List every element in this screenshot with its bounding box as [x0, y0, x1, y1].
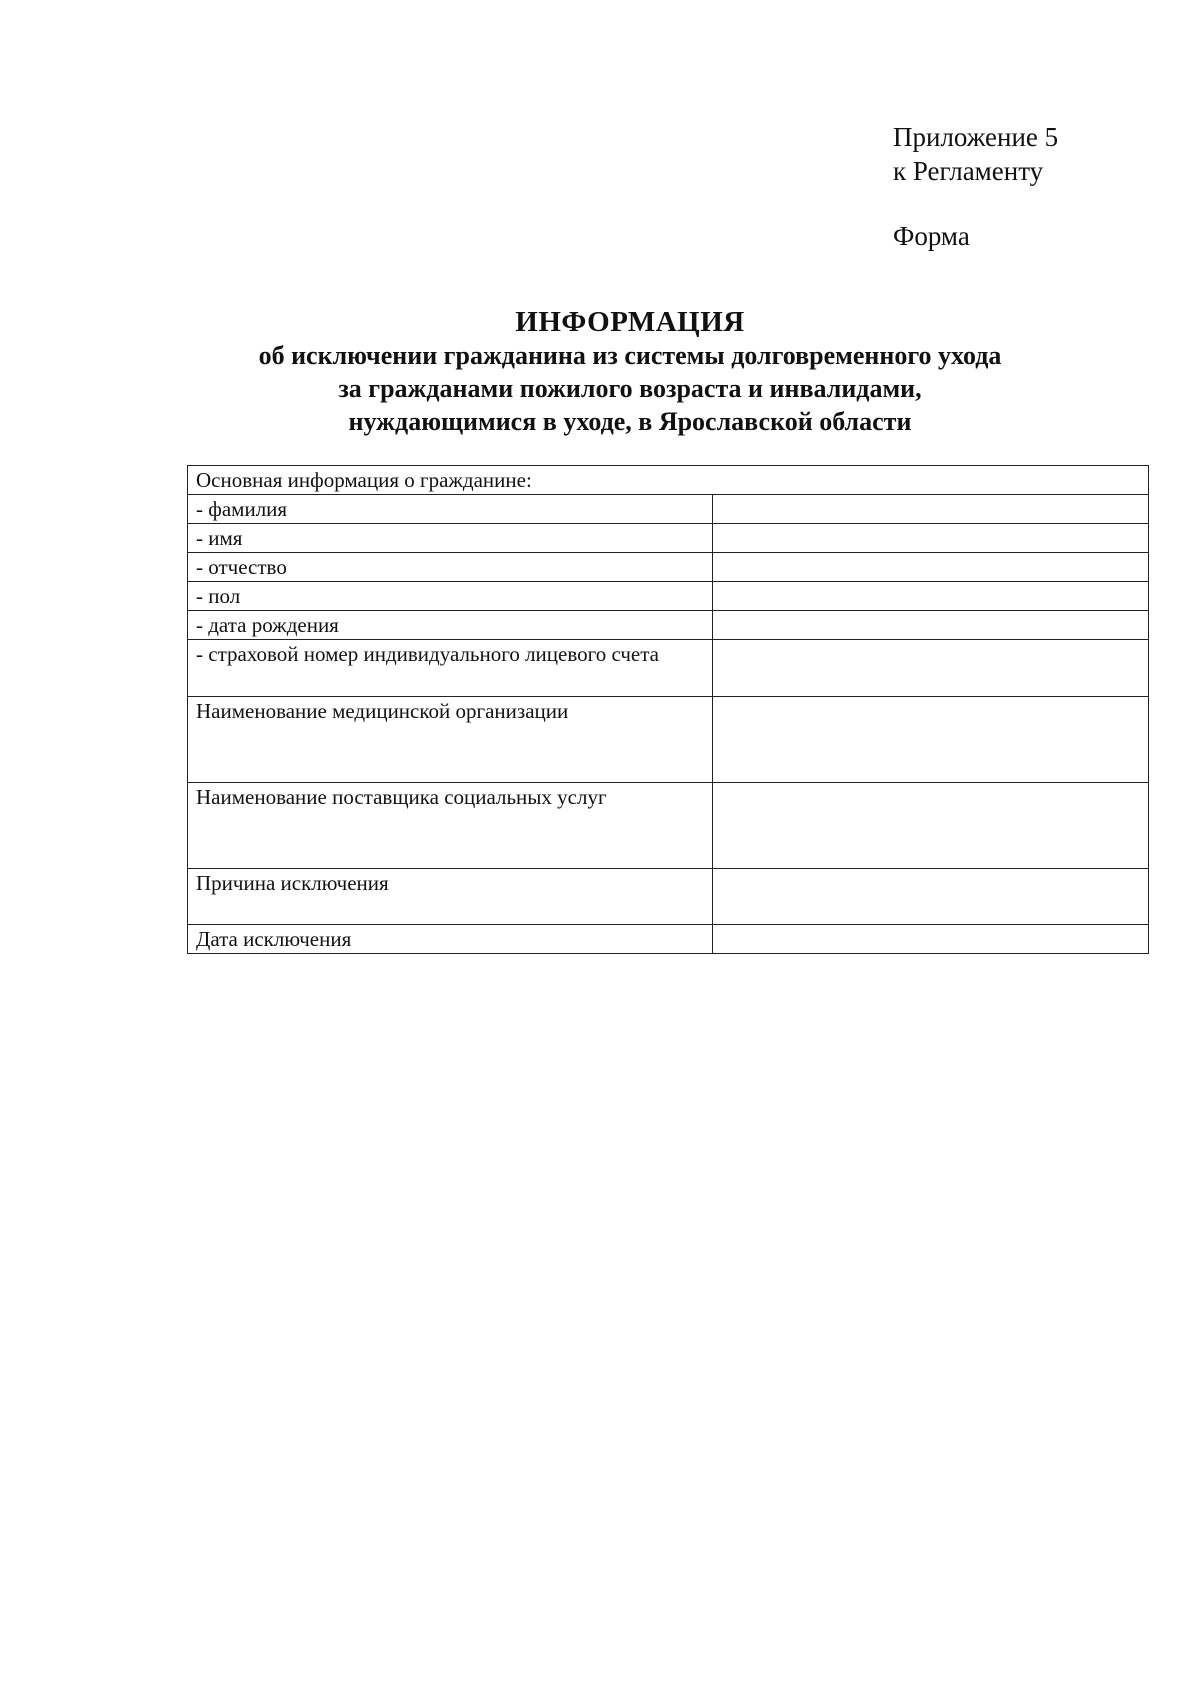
- section-header-cell: Основная информация о гражданине:: [188, 466, 1149, 495]
- title-subtitle-line-1: об исключении гражданина из системы долговременного ухода: [258, 341, 1002, 370]
- row-value-social-service-provider[interactable]: [713, 783, 1149, 869]
- row-value-exclusion-date[interactable]: [713, 925, 1149, 954]
- title-subtitle-line-3: нуждающимися в уходе, в Ярославской области: [348, 407, 912, 436]
- table-section-header-row: [188, 466, 1149, 495]
- citizen-info-table: [187, 465, 1149, 954]
- table-row: [188, 783, 1149, 869]
- table-row: [188, 495, 1149, 524]
- table-row: [188, 582, 1149, 611]
- row-value-patronymic[interactable]: [713, 553, 1149, 582]
- row-label-birth-date: - дата рождения: [188, 611, 713, 640]
- row-value-snils[interactable]: [713, 640, 1149, 697]
- row-label-name: - имя: [188, 524, 713, 553]
- table-row: [188, 869, 1149, 925]
- appendix-reference: [893, 120, 1058, 188]
- table-row: [188, 611, 1149, 640]
- row-label-snils: - страховой номер индивидуального лицевого счета: [188, 640, 713, 697]
- form-label: Форма: [893, 221, 970, 251]
- table-row: [188, 640, 1149, 697]
- row-value-surname[interactable]: [713, 495, 1149, 524]
- row-label-exclusion-date: Дата исключения: [188, 925, 713, 954]
- row-label-patronymic: - отчество: [188, 553, 713, 582]
- title-main: ИНФОРМАЦИЯ: [515, 306, 745, 338]
- title-subtitle-line-2: за гражданами пожилого возраста и инвалидами,: [338, 374, 922, 403]
- row-value-name[interactable]: [713, 524, 1149, 553]
- table-row: [188, 697, 1149, 783]
- row-label-social-service-provider: Наименование поставщика социальных услуг: [188, 783, 713, 869]
- row-value-sex[interactable]: [713, 582, 1149, 611]
- row-label-medical-organization: Наименование медицинской организации: [188, 697, 713, 783]
- table-row: [188, 524, 1149, 553]
- row-label-sex: - пол: [188, 582, 713, 611]
- appendix-regulation: к Регламенту: [893, 156, 1044, 186]
- table-row: [188, 553, 1149, 582]
- row-label-exclusion-reason: Причина исключения: [188, 869, 713, 925]
- appendix-number: Приложение 5: [893, 122, 1059, 152]
- document-title: [180, 305, 1080, 438]
- row-value-exclusion-reason[interactable]: [713, 869, 1149, 925]
- title-subtitle: [180, 339, 1080, 438]
- row-value-medical-organization[interactable]: [713, 697, 1149, 783]
- table-row: [188, 925, 1149, 954]
- row-label-surname: - фамилия: [188, 495, 713, 524]
- row-value-birth-date[interactable]: [713, 611, 1149, 640]
